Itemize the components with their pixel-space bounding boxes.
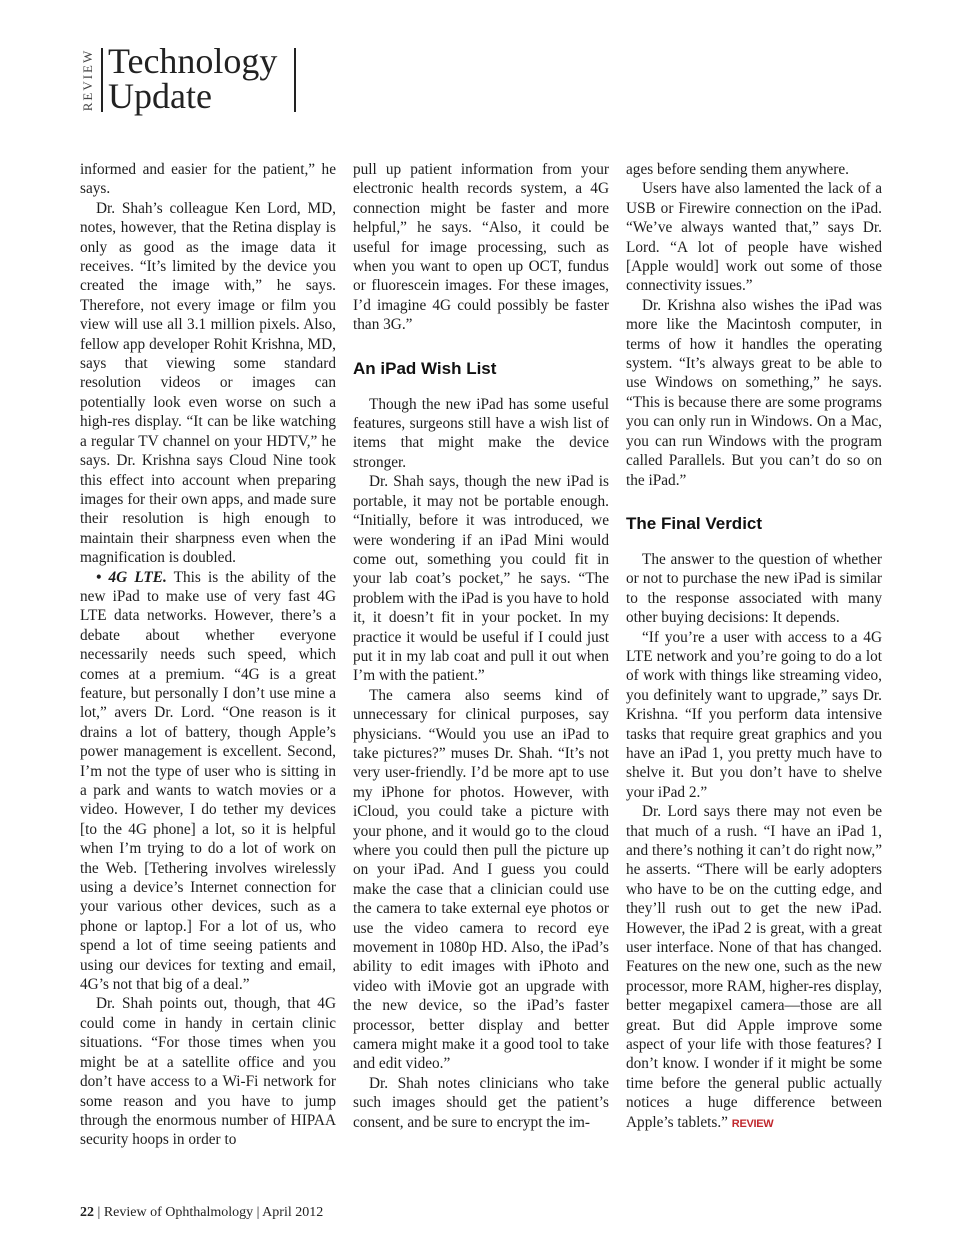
- subheading: An iPad Wish List: [353, 358, 497, 378]
- section-label: [78, 44, 98, 116]
- paragraph: ages before sending them anywhere.: [626, 161, 849, 178]
- page-footer: [80, 1205, 323, 1221]
- paragraph-text: This is the ability of the new iPad to make use of very fast 4G LTE data networks. However, there’s a debate about whether everyone necessarily needs such speed, which comes at a premium. “4G is a great feature, but personally I don’t use mine a lot,” avers Dr. Lord. “One reason is it drains a lot of battery, though Apple’s power management is excellent. Second, I’m not the type of user who is sitting in a park and wants to watch movies or a video. However, I do tether my devices [to the 4G phone] a lot, so it is helpful when I’m trying to do a lot of work on the Web. [Tethering involves wirelessly using a device’s Internet connection for your various other devices, such as a phone or laptop.] For a lot of us, who spend a lot of time seeing patients and using our devices for texting and email, 4G’s not that big of a deal.”: [80, 568, 336, 994]
- paragraph: Users have also lamented the lack of a USB or Firewire connection on the iPad. “We’ve always wanted that,” says Dr. Lord. “A lot of people have wished [Apple would] work out some of those connectivity issues.”: [626, 180, 882, 295]
- paragraph: [626, 802, 882, 1134]
- article-column-3: [626, 160, 882, 1180]
- paragraph: Dr. Shah notes clinicians who take such images should get the patient’s consent, and be sure to encrypt the im-: [353, 1074, 609, 1131]
- journal-name: Review of Ophthalmology: [103, 1205, 254, 1220]
- article-column-2: [353, 160, 609, 1180]
- section-title-line2: Update: [108, 76, 212, 116]
- paragraph: pull up patient information from your electronic health records system, a 4G connection might be faster and more helpful,” he says. “Also, it could be useful for image processing, such as when you want to open up OCT, fundus or fluorescein images. For these images, I’d imagine 4G could possibly be faster than 3G.”: [353, 161, 609, 334]
- page-number: 22: [80, 1205, 94, 1220]
- paragraph: The answer to the question of whether or not to purchase the new iPad is similar to the response associated with many other buying decisions: It depends.: [626, 550, 882, 627]
- paragraph: Dr. Krishna also wishes the iPad was more like the Macintosh computer, in terms of how it handles the operating system. “It’s always great to be able to use Windows on something,” he says. “This is because there are some programs you can only run in Windows. On a Mac, you can run Windows with the program called Parallels. But you can’t do so on the iPad.”: [626, 296, 882, 489]
- paragraph: Dr. Shah says, though the new iPad is portable, it may not be portable enough. “Initially, before it was introduced, we were wondering if an iPad Mini would come out, something you could fit in your lab coat’s pocket,” he says. “The problem with the iPad is you have to hold it, it doesn’t fit in your pocket. In my practice it would be useful if I could just put it in my lab coat and pull it out when I’m with the patient.”: [353, 473, 609, 685]
- issue-date: April 2012: [262, 1205, 324, 1220]
- end-mark: REVIEW: [731, 1117, 774, 1130]
- paragraph: Dr. Shah points out, though, that 4G could come in handy in certain clinic situations. “For those times when you might be at a satellite office and you don’t have access to a Wi-Fi network for some reason and you have to jump through the enormous number of HIPAA security hoops in order to: [80, 995, 336, 1149]
- section-label-text: REVIEW: [80, 48, 95, 112]
- header-rule-right: [294, 48, 296, 112]
- paragraph: informed and easier for the patient,” he says.: [80, 161, 336, 198]
- paragraph: [80, 568, 336, 995]
- section-title: [108, 41, 278, 116]
- paragraph: “If you’re a user with access to a 4G LTE network and you’re going to do a lot of work with things like streaming video, you definitely want to upgrade,” says Dr. Krishna. “If you perform data intensive tasks that require great graphics and you have an iPad 1, you pretty much have to shelve it. But you don’t have to shelve your iPad 2.”: [626, 628, 882, 801]
- paragraph: Dr. Shah’s colleague Ken Lord, MD, notes, however, that the Retina display is only as good as the image data it receives. “It’s limited by the device you created the image with,” he says. Therefore, not every image or film you view will use all 3.1 million pixels. Also, fellow app developer Rohit Krishna, MD, says that viewing some standard resolution videos or images can potentially look even worse on such a high-res display. “It can be like watching a regular TV channel on your HDTV,” he says. Dr. Krishna says Cloud Nine took this effect into account when preparing images for their own apps, and made sure their resolution is high enough to maintain their sharpness even when the magnification is doubled.: [80, 199, 336, 567]
- header-rule-left: [101, 48, 103, 112]
- footer-separator: |: [97, 1205, 101, 1220]
- paragraph-text: Dr. Lord says there may not even be that much of a rush. “I have an iPad 1, and there’s nothing it can’t do right now,” he asserts. “There will be early adopters who have to be on the cutting edge, and they’ll rush out to get the new iPad. However, the iPad 2 is great, with a great user interface. None of that has changed. Features on the new one, such as the new processor, more RAM, higher-res display, better megapixel camera—those are all great. But did Apple improve some aspect of your life with those features? I don’t know. I wonder if it might be some time before the general public actually notices a huge difference between Apple’s tablets.”: [626, 803, 882, 1131]
- bullet-lead: • 4G LTE.: [96, 568, 167, 586]
- paragraph: The camera also seems kind of unnecessary for clinical purposes, say physicians. “Would you use an iPad to take pictures?” muses Dr. Shah. “It’s not very user-friendly. I’d be more apt to use my iPhone for photos. However, with iCloud, you could take a picture with your phone, and it would go to the cloud where you could then pull the picture up on your iPad. And I guess you could make the case that a clinician could use the camera to take external eye photos or use the video camera to record eye movement in 1080p HD. Also, the iPad’s ability to edit images with iPhoto and video with iMovie got an upgrade with the new device, so the iPad’s faster processor, better display and better camera might make it a good tool to take and edit video.”: [353, 686, 609, 1073]
- section-title-line1: Technology: [108, 41, 278, 81]
- paragraph: Though the new iPad has some useful features, surgeons still have a wish list of items that might make the device stronger.: [353, 395, 609, 471]
- article-column-1: [80, 160, 336, 1180]
- footer-separator: |: [256, 1205, 260, 1220]
- subheading: The Final Verdict: [626, 513, 763, 533]
